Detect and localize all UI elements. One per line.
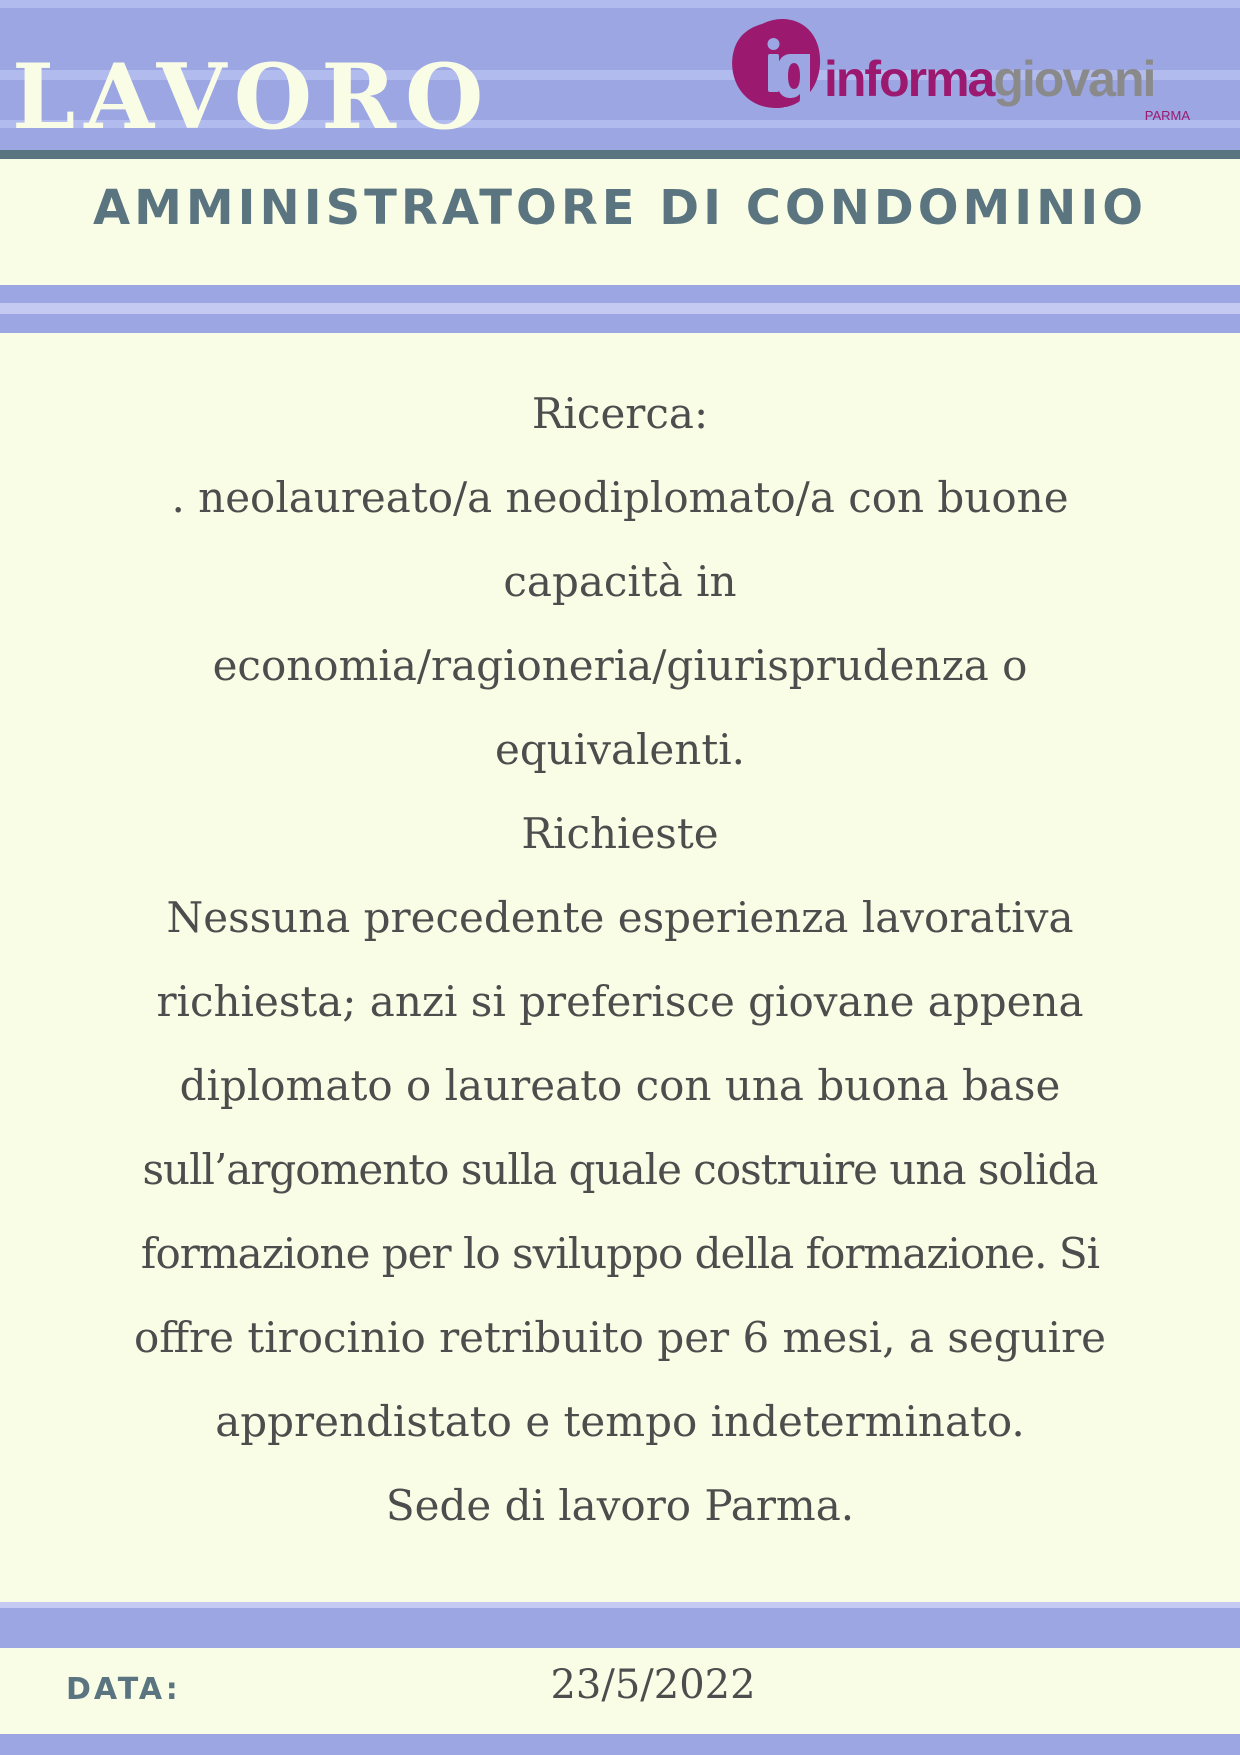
- body-line: richiesta; anzi si preferisce giovane appena: [156, 977, 1084, 1026]
- band-stripe: [0, 1602, 1240, 1608]
- body-line: Ricerca:: [531, 389, 709, 438]
- body-line: offre tirocinio retribuito per 6 mesi, a seguire: [133, 1313, 1107, 1362]
- body-line: Sede di lavoro Parma.: [385, 1481, 855, 1530]
- informagiovani-logo[interactable]: [728, 14, 1198, 126]
- logo-wordmark: [824, 51, 1155, 107]
- body-line: Richieste: [521, 809, 719, 858]
- body-line: diplomato o laureato con una buona base: [179, 1061, 1061, 1110]
- title-band: [0, 285, 1240, 333]
- job-description: [28, 372, 1212, 1548]
- body-line: equivalenti.: [495, 725, 745, 774]
- body-line: sull’argomento sulla quale costruire una solida: [142, 1145, 1098, 1194]
- logo-text-informa: informa: [824, 51, 994, 107]
- body-line: Nessuna precedente esperienza lavorativa: [166, 893, 1074, 942]
- header-banner: [0, 0, 1240, 150]
- footer-band: [0, 1602, 1240, 1648]
- ig-logo-mark-icon: [728, 14, 824, 120]
- body-line: . neolaureato/a neodiplomato/a con buone: [171, 473, 1069, 522]
- body-line: formazione per lo sviluppo della formazione. Si: [140, 1229, 1100, 1278]
- band-stripe: [0, 303, 1240, 314]
- logo-city: PARMA: [1144, 108, 1190, 123]
- bottom-band: [0, 1734, 1240, 1755]
- section-label: LAVORO: [12, 44, 493, 150]
- body-line: capacità in: [503, 557, 737, 606]
- header-stripe: [0, 0, 1240, 8]
- body-line: apprendistato e tempo indeterminato.: [215, 1397, 1025, 1446]
- body-line: economia/ragioneria/giurisprudenza o: [212, 641, 1028, 690]
- date-value: 23/5/2022: [550, 1662, 756, 1708]
- header-divider: [0, 150, 1240, 159]
- logo-text-giovani: giovani: [993, 51, 1155, 107]
- date-label: DATA:: [66, 1672, 181, 1707]
- job-title: AMMINISTRATORE DI CONDOMINIO: [93, 180, 1147, 236]
